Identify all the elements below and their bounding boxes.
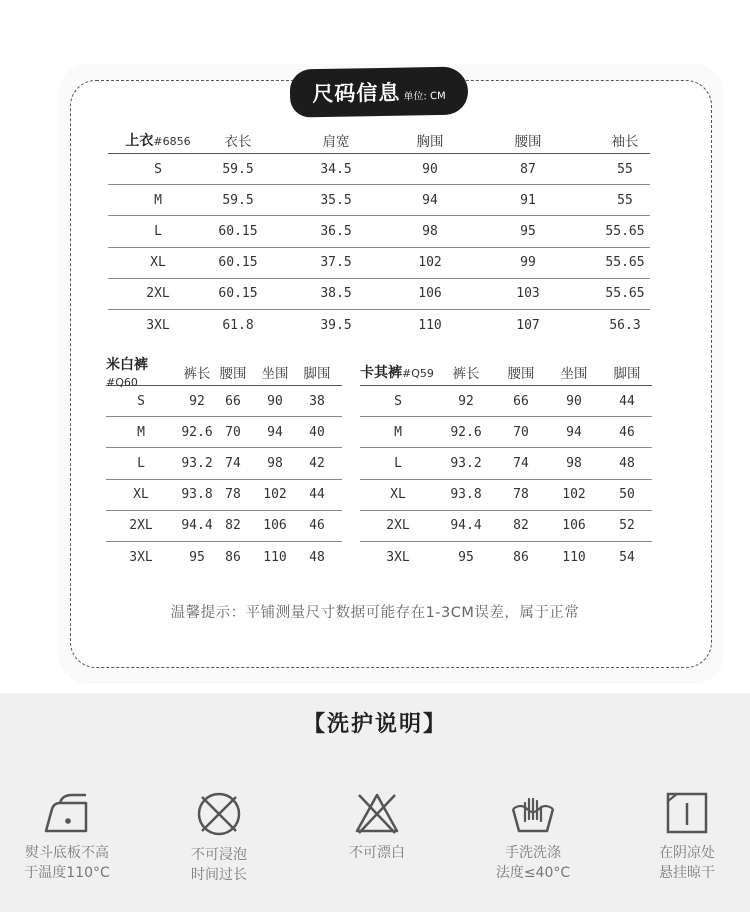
value-cell: 59.5 xyxy=(222,192,254,208)
value-cell: 82 xyxy=(513,518,529,534)
value-cell: 107 xyxy=(516,318,540,334)
size-cell: L xyxy=(154,223,162,239)
size-cell: 3XL xyxy=(386,550,410,566)
table-header-row xyxy=(108,126,650,154)
value-cell: 98 xyxy=(422,223,438,239)
value-cell: 106 xyxy=(562,518,586,534)
value-cell: 110 xyxy=(263,550,287,566)
value-cell: 35.5 xyxy=(320,192,352,208)
table-row xyxy=(108,279,650,310)
table-row xyxy=(106,448,342,479)
value-cell: 110 xyxy=(562,550,586,566)
value-cell: 93.8 xyxy=(450,487,482,503)
header-cell: 腰围 xyxy=(507,365,535,382)
header-cell: 肩宽 xyxy=(322,133,350,150)
value-cell: 82 xyxy=(225,518,241,534)
table-header-row xyxy=(360,358,652,386)
value-cell: 92 xyxy=(458,393,474,409)
value-cell: 95 xyxy=(189,550,205,566)
value-cell: 95 xyxy=(520,223,536,239)
value-cell: 90 xyxy=(422,161,438,177)
value-cell: 54 xyxy=(619,550,635,566)
header-cell: 脚围 xyxy=(303,365,331,382)
value-cell: 94 xyxy=(267,424,283,440)
value-cell: 103 xyxy=(516,286,540,302)
value-cell: 55.65 xyxy=(605,286,645,302)
size-cell: M xyxy=(154,192,162,208)
value-cell: 106 xyxy=(263,518,287,534)
value-cell: 90 xyxy=(566,393,582,409)
care-title: 【洗护说明】 xyxy=(302,712,447,737)
size-info-badge xyxy=(290,66,469,117)
value-cell: 50 xyxy=(619,487,635,503)
size-cell: XL xyxy=(150,255,166,271)
header-cell: 坐围 xyxy=(560,365,588,382)
value-cell: 102 xyxy=(263,487,287,503)
value-cell: 74 xyxy=(513,455,529,471)
table-row xyxy=(360,542,652,573)
header-cell: 衣长 xyxy=(224,133,252,150)
care-item-dry-shade xyxy=(622,791,750,883)
table-row xyxy=(108,216,650,247)
table-header-row xyxy=(106,356,342,389)
white-pants-size-table xyxy=(106,358,342,573)
table-row xyxy=(360,480,652,511)
table-row xyxy=(106,417,342,448)
value-cell: 61.8 xyxy=(222,318,254,334)
value-cell: 60.15 xyxy=(218,255,258,271)
value-cell: 46 xyxy=(619,424,635,440)
header-cell: 腰围 xyxy=(514,133,542,150)
value-cell: 110 xyxy=(418,318,442,334)
value-cell: 94.4 xyxy=(450,518,482,534)
value-cell: 38 xyxy=(309,393,325,409)
care-item-hand-wash xyxy=(468,791,598,883)
value-cell: 66 xyxy=(513,393,529,409)
value-cell: 55.65 xyxy=(605,255,645,271)
top-product-code: #6856 xyxy=(153,134,191,148)
table-row xyxy=(108,154,650,185)
care-label: 熨斗底板不高 xyxy=(25,845,109,861)
value-cell: 34.5 xyxy=(320,161,352,177)
care-label: 不可漂白 xyxy=(349,845,405,861)
value-cell: 74 xyxy=(225,455,241,471)
header-cell: 腰围 xyxy=(219,365,247,382)
top-size-table xyxy=(108,126,650,341)
size-cell: S xyxy=(394,393,402,409)
value-cell: 55 xyxy=(617,192,633,208)
care-section xyxy=(0,693,750,912)
value-cell: 78 xyxy=(513,487,529,503)
care-label: 不可浸泡 xyxy=(191,847,247,863)
white-pants-code: #Q60 xyxy=(106,375,138,389)
size-cell: 2XL xyxy=(129,518,153,534)
khaki-pants-name: 卡其裤 xyxy=(360,364,402,381)
unit-label: 单位: CM xyxy=(403,90,446,103)
value-cell: 86 xyxy=(225,550,241,566)
value-cell: 91 xyxy=(520,192,536,208)
header-cell: 裤长 xyxy=(183,365,211,382)
value-cell: 94 xyxy=(422,192,438,208)
white-pants-name: 米白裤 xyxy=(106,356,148,373)
care-label: 于温度110°C xyxy=(24,865,110,881)
table-row xyxy=(106,542,342,573)
hand-wash-icon xyxy=(509,791,557,835)
value-cell: 56.3 xyxy=(609,318,641,334)
value-cell: 48 xyxy=(309,550,325,566)
value-cell: 46 xyxy=(309,518,325,534)
table-row xyxy=(108,310,650,341)
value-cell: 59.5 xyxy=(222,161,254,177)
value-cell: 102 xyxy=(418,255,442,271)
value-cell: 92.6 xyxy=(450,424,482,440)
value-cell: 78 xyxy=(225,487,241,503)
value-cell: 40 xyxy=(309,424,325,440)
value-cell: 98 xyxy=(267,455,283,471)
value-cell: 86 xyxy=(513,550,529,566)
line-dry-shade-icon xyxy=(665,791,709,835)
size-cell: 3XL xyxy=(146,318,170,334)
table-row xyxy=(360,511,652,542)
header-cell: 坐围 xyxy=(261,365,289,382)
header-cell: 裤长 xyxy=(452,365,480,382)
value-cell: 70 xyxy=(513,424,529,440)
size-cell: 2XL xyxy=(146,286,170,302)
table-row xyxy=(360,448,652,479)
value-cell: 94.4 xyxy=(181,518,213,534)
value-cell: 66 xyxy=(225,393,241,409)
table-row xyxy=(106,511,342,542)
value-cell: 98 xyxy=(566,455,582,471)
value-cell: 94 xyxy=(566,424,582,440)
header-cell: 脚围 xyxy=(613,365,641,382)
care-label: 法度≤40°C xyxy=(495,865,571,881)
value-cell: 102 xyxy=(562,487,586,503)
size-cell: 2XL xyxy=(386,518,410,534)
header-cell: 胸围 xyxy=(416,133,444,150)
size-cell: XL xyxy=(133,487,149,503)
value-cell: 99 xyxy=(520,255,536,271)
table-row xyxy=(106,386,342,417)
size-info-title: 尺码信息 xyxy=(312,80,401,107)
value-cell: 60.15 xyxy=(218,286,258,302)
table-row xyxy=(108,185,650,216)
iron-icon xyxy=(42,791,92,835)
size-cell: 3XL xyxy=(129,550,153,566)
header-cell xyxy=(106,354,176,390)
size-cell: S xyxy=(154,161,162,177)
value-cell: 60.15 xyxy=(218,223,258,239)
value-cell: 52 xyxy=(619,518,635,534)
khaki-pants-size-table xyxy=(360,358,652,573)
table-row xyxy=(106,480,342,511)
care-item-no-bleach xyxy=(312,791,442,863)
size-cell: L xyxy=(394,455,402,471)
value-cell: 44 xyxy=(309,487,325,503)
care-label: 在阴凉处 xyxy=(659,845,715,861)
header-cell xyxy=(360,362,436,382)
table-row xyxy=(360,386,652,417)
value-cell: 48 xyxy=(619,455,635,471)
size-cell: M xyxy=(394,424,402,440)
value-cell: 93.2 xyxy=(450,455,482,471)
value-cell: 37.5 xyxy=(320,255,352,271)
value-cell: 93.8 xyxy=(181,487,213,503)
care-label: 手洗洗涤 xyxy=(505,845,561,861)
header-cell xyxy=(108,130,208,150)
value-cell: 92 xyxy=(189,393,205,409)
value-cell: 36.5 xyxy=(320,223,352,239)
value-cell: 87 xyxy=(520,161,536,177)
top-product-name: 上衣 xyxy=(125,132,154,149)
no-bleach-icon xyxy=(353,791,401,835)
care-label: 时间过长 xyxy=(191,867,247,883)
value-cell: 70 xyxy=(225,424,241,440)
value-cell: 39.5 xyxy=(320,318,352,334)
care-item-no-soak xyxy=(154,791,284,885)
value-cell: 93.2 xyxy=(181,455,213,471)
value-cell: 44 xyxy=(619,393,635,409)
value-cell: 38.5 xyxy=(320,286,352,302)
value-cell: 42 xyxy=(309,455,325,471)
table-row xyxy=(360,417,652,448)
care-label: 悬挂晾干 xyxy=(659,865,715,881)
care-item-iron xyxy=(2,791,132,883)
size-cell: L xyxy=(137,455,145,471)
value-cell: 106 xyxy=(418,286,442,302)
khaki-pants-code: #Q59 xyxy=(402,366,434,380)
measurement-tip: 温馨提示：平铺测量尺寸数据可能存在1-3CM误差，属于正常 xyxy=(170,605,580,621)
no-soak-icon xyxy=(196,791,242,837)
value-cell: 92.6 xyxy=(181,424,213,440)
value-cell: 55.65 xyxy=(605,223,645,239)
header-cell: 袖长 xyxy=(611,133,639,150)
size-cell: M xyxy=(137,424,145,440)
value-cell: 95 xyxy=(458,550,474,566)
size-cell: XL xyxy=(390,487,406,503)
size-cell: S xyxy=(137,393,145,409)
value-cell: 55 xyxy=(617,161,633,177)
value-cell: 90 xyxy=(267,393,283,409)
table-row xyxy=(108,248,650,279)
